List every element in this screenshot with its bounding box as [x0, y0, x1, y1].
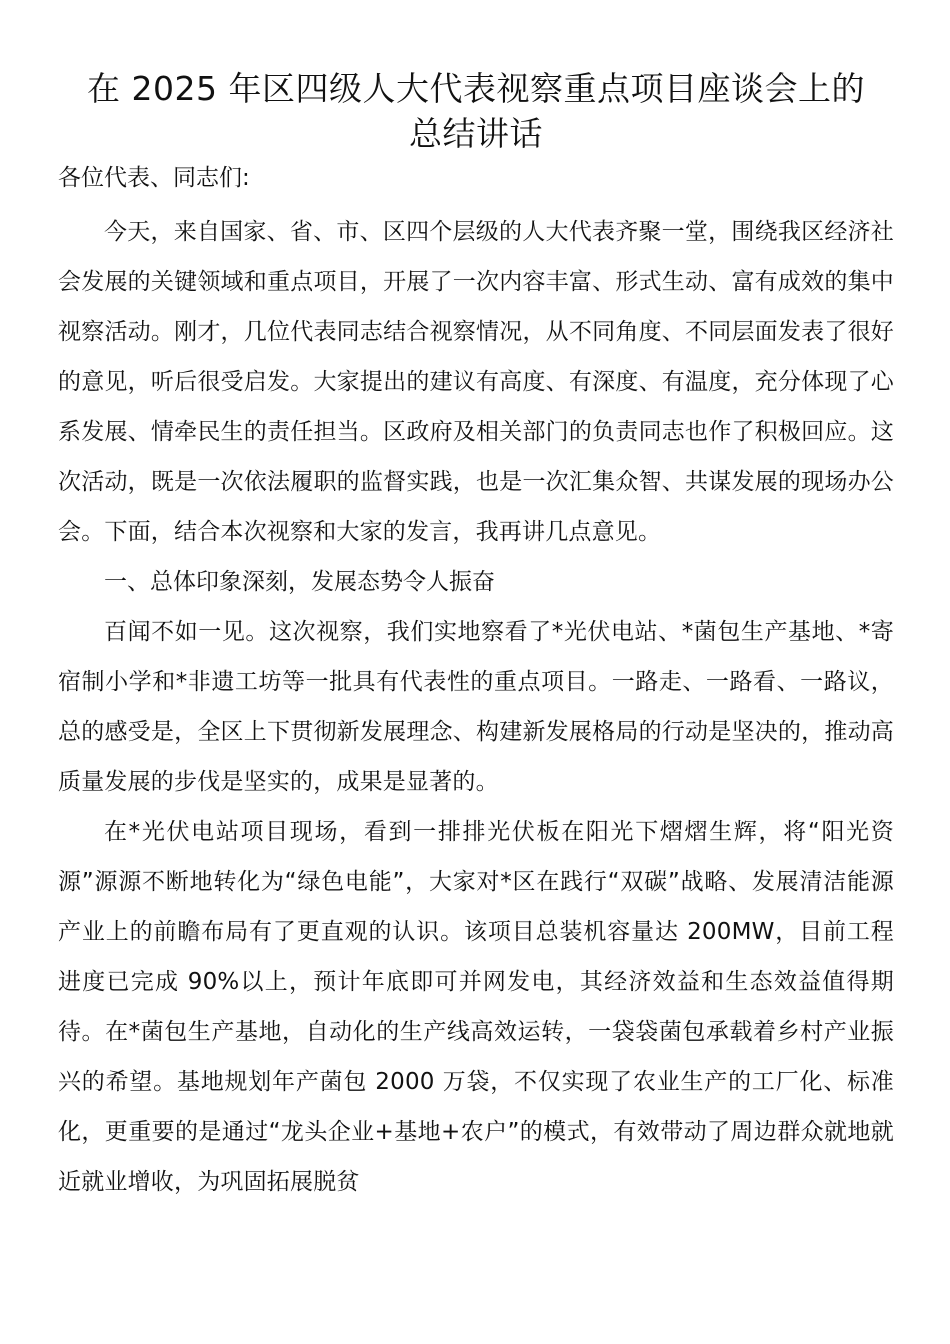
title-line-2: 总结讲话 [409, 114, 543, 153]
salutation: 各位代表、同志们: [58, 165, 250, 191]
section1-paragraph-2: 在*光伏电站项目现场，看到一排排光伏板在阳光下熠熠生辉，将“阳光资源”源源不断地转化为“绿色电能”，大家对*区在践行“双碳”战略、发展清洁能源产业上的前瞻布局有了更直观的认识。该项目总装机容量达 200MW，目前工程进度已完成 90%以上，预计年底即可并网发电，其经济效益和生态效益值得期待。在*菌包生产基地，自动化的生产线高效运转，一袋袋菌包承载着乡村产业振兴的希望。基地规划年产菌包 2000 万袋，不仅实现了农业生产的工厂化、标准化，更重要的是通过“龙头企业+基地+农户”的模式，有效带动了周边群众就地就近就业增收，为巩固拓展脱贫 [58, 819, 894, 1195]
section1-paragraph-1: 百闻不如一见。这次视察，我们实地察看了*光伏电站、*菌包生产基地、*寄宿制小学和*非遗工坊等一批具有代表性的重点项目。一路走、一路看、一路议，总的感受是，全区上下贯彻新发展理念、构建新发展格局的行动是坚决的，推动高质量发展的步伐是坚实的，成果是显著的。 [58, 619, 894, 795]
title-line-1: 在 2025 年区四级人大代表视察重点项目座谈会上的 [87, 69, 865, 108]
document-page [58, 66, 894, 1207]
document-title [58, 66, 894, 156]
opening-paragraph: 今天，来自国家、省、市、区四个层级的人大代表齐聚一堂，围绕我区经济社会发展的关键领域和重点项目，开展了一次内容丰富、形式生动、富有成效的集中视察活动。刚才，几位代表同志结合视察情况，从不同角度、不同层面发表了很好的意见，听后很受启发。大家提出的建议有高度、有深度、有温度，充分体现了心系发展、情牵民生的责任担当。区政府及相关部门的负责同志也作了积极回应。这次活动，既是一次依法履职的监督实践，也是一次汇集众智、共谋发展的现场办公会。下面，结合本次视察和大家的发言，我再讲几点意见。 [58, 219, 894, 545]
section-heading-1: 一、总体印象深刻，发展态势令人振奋 [104, 569, 495, 595]
